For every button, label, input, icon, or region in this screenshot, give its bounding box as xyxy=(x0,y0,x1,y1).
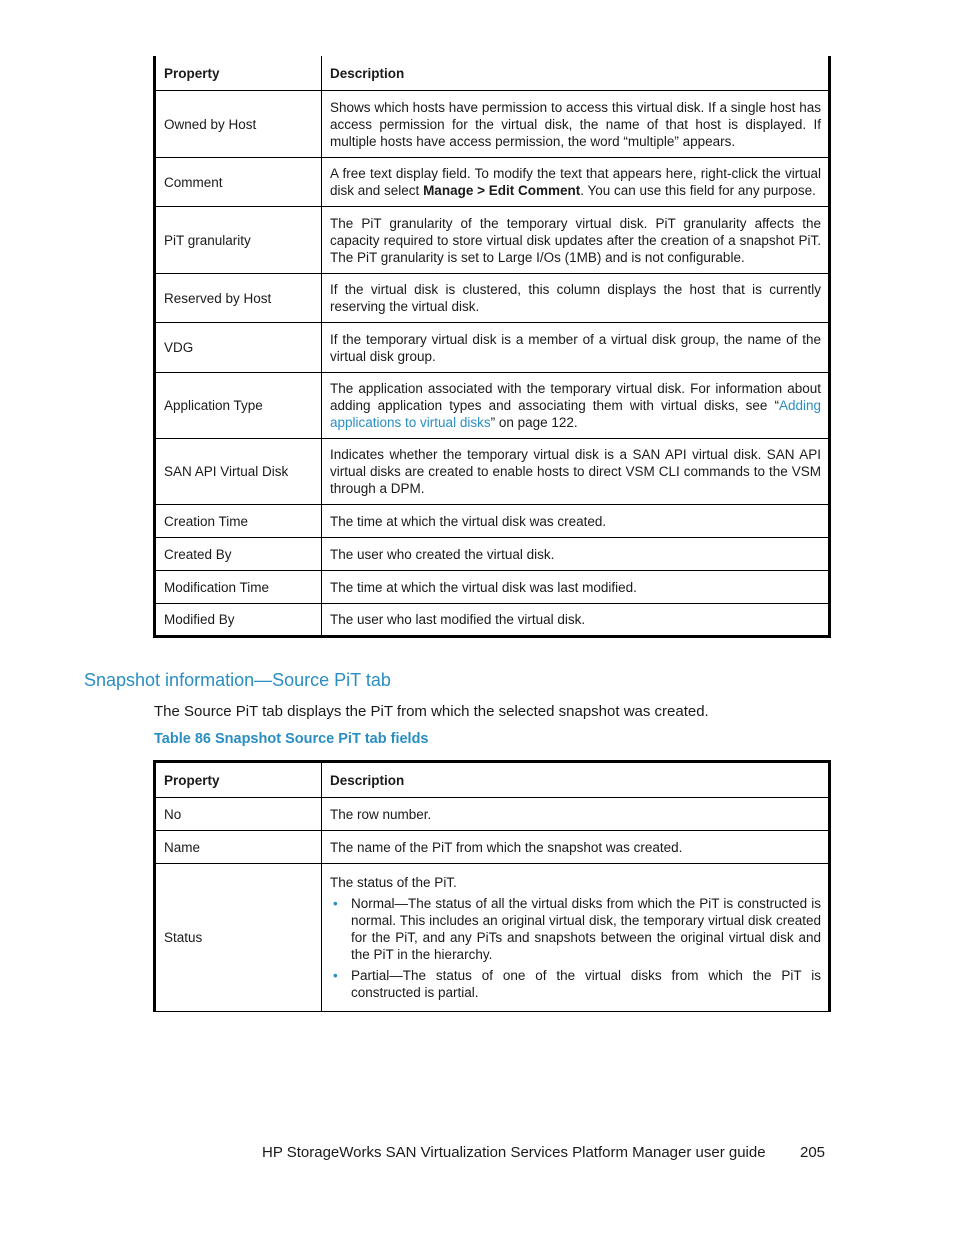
table-row xyxy=(155,538,830,571)
description-cell: Shows which hosts have permission to access this virtual disk. If a single host has access permission for the virtual disk, the name of that host is displayed. If multiple hosts have access permission, the word “multiple” appears. xyxy=(322,91,830,158)
description-cell xyxy=(322,158,830,207)
description-cell: The user who last modified the virtual disk. xyxy=(322,604,830,637)
table-row xyxy=(155,207,830,274)
status-list xyxy=(330,895,821,1001)
adding-applications-link[interactable]: Adding applications to virtual disks xyxy=(330,398,821,430)
properties-table xyxy=(153,56,831,638)
property-cell: Modified By xyxy=(155,604,322,637)
column-header-property: Property xyxy=(155,56,322,91)
description-cell: If the temporary virtual disk is a member of a virtual disk group, the name of the virtual disk group. xyxy=(322,323,830,373)
description-cell: The time at which the virtual disk was created. xyxy=(322,505,830,538)
list-item xyxy=(330,967,821,1001)
property-cell: Status xyxy=(155,864,322,1012)
bullet-icon: • xyxy=(333,896,338,911)
description-text: . You can use this field for any purpose. xyxy=(580,183,816,198)
table-row xyxy=(155,323,830,373)
list-item-text: Partial—The status of one of the virtual disks from which the PiT is constructed is partial. xyxy=(351,968,821,1000)
property-cell: SAN API Virtual Disk xyxy=(155,439,322,505)
description-cell: The user who created the virtual disk. xyxy=(322,538,830,571)
column-header-description: Description xyxy=(322,56,830,91)
section-intro: The Source PiT tab displays the PiT from which the selected snapshot was created. xyxy=(154,703,709,720)
menu-path: Manage > Edit Comment xyxy=(423,183,581,198)
property-cell: VDG xyxy=(155,323,322,373)
property-cell: Created By xyxy=(155,538,322,571)
property-cell: Reserved by Host xyxy=(155,274,322,323)
description-cell: The row number. xyxy=(322,798,830,831)
list-item-text: Normal—The status of all the virtual disks from which the PiT is constructed is normal. This includes an original virtual disk, the temporary virtual disk created for the PiT, and any PiTs and snapshots between the original virtual disk and the PiT in the hierarchy. xyxy=(351,896,821,962)
table-row xyxy=(155,505,830,538)
description-cell xyxy=(322,373,830,439)
page-number: 205 xyxy=(800,1144,826,1161)
column-header-description: Description xyxy=(322,762,830,798)
property-cell: Application Type xyxy=(155,373,322,439)
source-pit-fields-table xyxy=(153,760,831,1012)
description-text: The application associated with the temporary virtual disk. For information about adding application types and associating them with virtual disks, see “ xyxy=(330,381,821,413)
table-header-row xyxy=(155,56,830,91)
description-text: ” on page 122. xyxy=(490,415,578,430)
list-item xyxy=(330,895,821,963)
table-caption: Table 86 Snapshot Source PiT tab fields xyxy=(154,731,429,747)
table-row xyxy=(155,571,830,604)
table-row xyxy=(155,864,830,1012)
property-cell: Name xyxy=(155,831,322,864)
section-heading: Snapshot information—Source PiT tab xyxy=(84,670,391,690)
property-cell: PiT granularity xyxy=(155,207,322,274)
description-text: A free text display field. To modify the text that appears here, right-click the virtual disk and select xyxy=(330,166,821,198)
description-cell: The time at which the virtual disk was last modified. xyxy=(322,571,830,604)
table-row xyxy=(155,91,830,158)
table-row xyxy=(155,831,830,864)
description-cell xyxy=(322,864,830,1012)
description-cell: The name of the PiT from which the snapshot was created. xyxy=(322,831,830,864)
table-row xyxy=(155,373,830,439)
property-cell: Owned by Host xyxy=(155,91,322,158)
bullet-icon: • xyxy=(333,968,338,983)
property-cell: Comment xyxy=(155,158,322,207)
property-cell: No xyxy=(155,798,322,831)
column-header-property: Property xyxy=(155,762,322,798)
property-cell: Creation Time xyxy=(155,505,322,538)
table-row xyxy=(155,274,830,323)
footer-title: HP StorageWorks SAN Virtualization Services Platform Manager user guide xyxy=(262,1144,766,1161)
description-cell: Indicates whether the temporary virtual disk is a SAN API virtual disk. SAN API virtual disks are created to enable hosts to direct VSM CLI commands to the VSM through a DPM. xyxy=(322,439,830,505)
property-cell: Modification Time xyxy=(155,571,322,604)
table-row xyxy=(155,604,830,637)
description-cell: The PiT granularity of the temporary virtual disk. PiT granularity affects the capacity required to store virtual disk updates after the creation of a snapshot PiT. The PiT granularity is set to Large I/Os (1MB) and is not configurable. xyxy=(322,207,830,274)
table-header-row xyxy=(155,762,830,798)
table-row xyxy=(155,798,830,831)
table-row xyxy=(155,439,830,505)
table-row xyxy=(155,158,830,207)
status-intro: The status of the PiT. xyxy=(330,875,457,890)
description-cell: If the virtual disk is clustered, this column displays the host that is currently reserving the virtual disk. xyxy=(322,274,830,323)
